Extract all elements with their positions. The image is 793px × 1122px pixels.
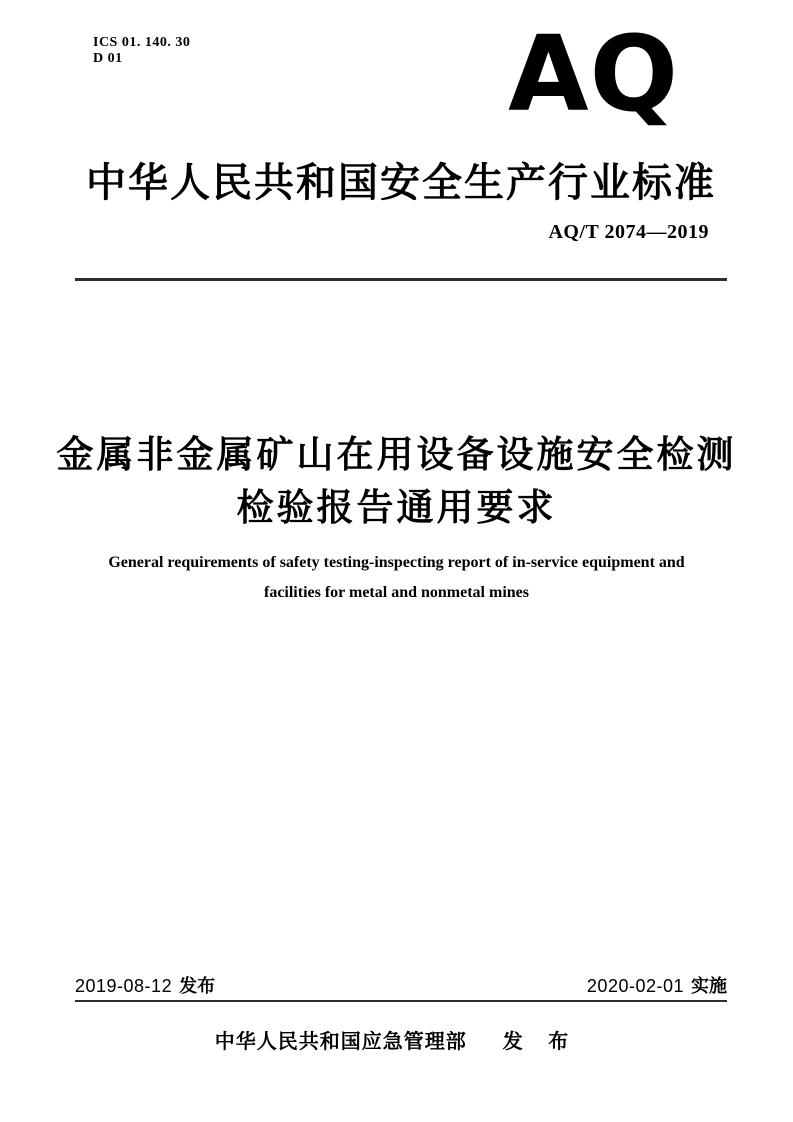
issue-date: 2019-08-12 xyxy=(75,976,173,996)
document-title-en-line2: facilities for metal and nonmetal mines xyxy=(263,584,529,601)
issue-date-block xyxy=(75,972,215,998)
doc-class-code: D 01 xyxy=(93,51,123,66)
aq-standard-logo: AQ xyxy=(508,13,679,135)
document-title-cn-line2: 检验报告通用要求 xyxy=(236,487,557,528)
publisher-name: 中华人民共和国应急管理部 xyxy=(214,1031,467,1053)
implementation-date: 2020-02-01 xyxy=(586,976,684,996)
publish-action-label: 发 布 xyxy=(502,1031,579,1053)
ics-code: ICS 01. 140. 30 xyxy=(93,35,191,50)
document-title-en xyxy=(0,548,793,608)
header-divider-rule xyxy=(75,278,727,281)
document-title-cn xyxy=(0,428,793,534)
implementation-date-label: 实施 xyxy=(691,976,727,996)
implementation-date-block xyxy=(587,972,727,998)
ics-classification-block xyxy=(93,35,190,67)
dates-row xyxy=(75,972,727,998)
issue-date-label: 发布 xyxy=(179,976,216,996)
standard-type-heading: 中华人民共和国安全生产行业标准 xyxy=(86,161,716,205)
publisher-row xyxy=(0,1025,793,1054)
standard-number: AQ/T 2074—2019 xyxy=(548,221,709,243)
footer-divider-rule xyxy=(75,1000,727,1002)
document-title-en-line1: General requirements of safety testing-inspecting report of in-service equipment and xyxy=(108,554,685,571)
document-title-cn-line1: 金属非金属矿山在用设备设施安全检测 xyxy=(56,434,737,475)
